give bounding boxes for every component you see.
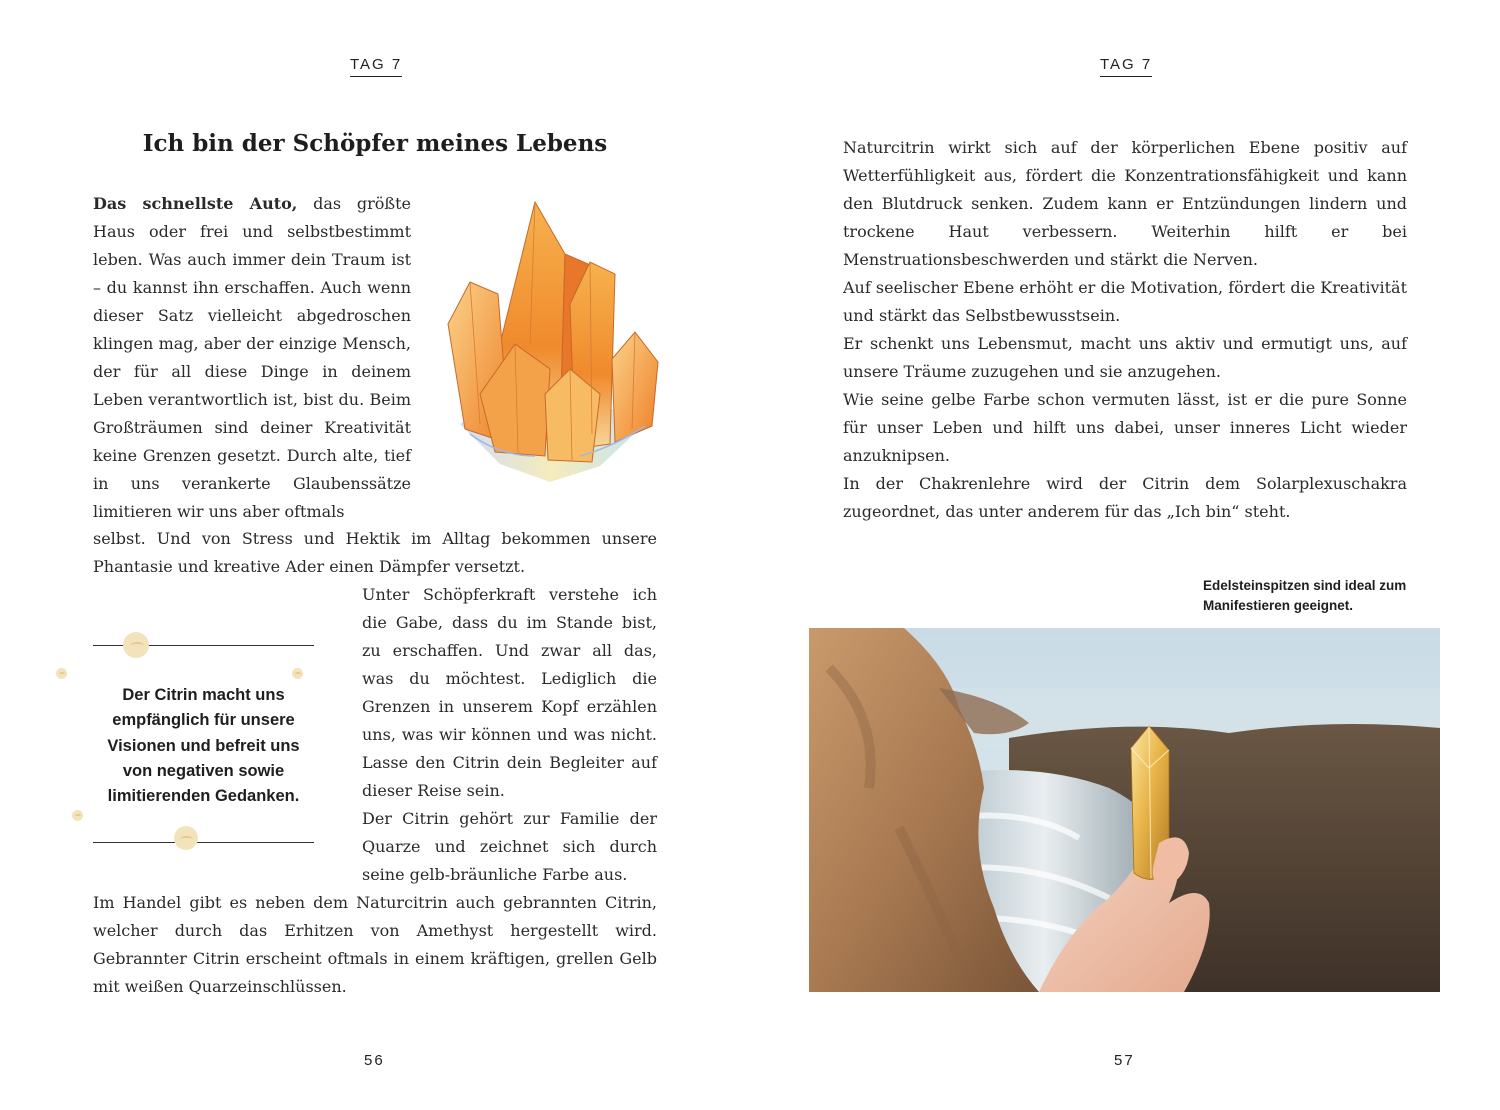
right-page bbox=[750, 0, 1500, 1110]
page-number: 57 bbox=[1114, 1052, 1135, 1069]
paragraph: Unter Schöpferkraft verstehe ich die Gabe, dass du im Stande bist, zu erschaffen. Und zwar all das, was du möchtest. Lediglich die Grenzen in unserem Kopf erzählen uns, was wir können und was nicht. Lasse den Citrin dein Begleiter auf dieser Reise sein. bbox=[362, 585, 657, 800]
paragraph: Der Citrin gehört zur Familie der Quarze und zeichnet sich durch seine gelb-bräunliche Farbe aus. bbox=[362, 809, 657, 884]
quote-bottom-rule bbox=[93, 842, 314, 843]
schoepferkraft-section bbox=[362, 581, 657, 889]
running-head: TAG 7 bbox=[350, 56, 402, 77]
intro-bold-lead: Das schnellste Auto, bbox=[93, 194, 298, 213]
intro-text: das größte Haus oder frei und selbstbestimmt leben. Was auch immer dein Traum ist – du kannst ihn erschaffen. Auch wenn dieser Satz vielleicht abgedroschen klingen mag, aber der einzige Mensch, der für all diese Dinge in deinem Leben verantwortlich ist, bist du. Beim Großträumen sind deiner Kreativität keine Grenzen gesetzt. Durch alte, tief in uns verankerte Glaubenssätze limitieren wir uns aber oftmals bbox=[93, 194, 411, 521]
running-head: TAG 7 bbox=[1100, 56, 1152, 77]
paragraph: Im Handel gibt es neben dem Naturcitrin auch gebrannten Citrin, welcher durch das Erhitzen von Amethyst hergestellt wird. Gebrannter Citrin erscheint oftmals in einem kräftigen, grellen Gelb mit weißen Quarzeinschlüssen. bbox=[93, 893, 657, 996]
photo-caption: Edelsteinspitzen sind ideal zum Manifestieren geeignet. bbox=[1203, 578, 1407, 613]
right-page-text bbox=[843, 134, 1407, 526]
citrine-point-photo bbox=[809, 628, 1440, 992]
intro-continued: selbst. Und von Stress und Hektik im Alltag bekommen unsere Phantasie und kreative Ader einen Dämpfer versetzt. bbox=[93, 529, 657, 576]
gold-bubble-icon bbox=[292, 668, 303, 679]
paragraph: In der Chakrenlehre wird der Citrin dem Solarplexuschakra zugeordnet, das unter anderem für das „Ich bin“ steht. bbox=[843, 474, 1407, 521]
citrine-crystal-illustration bbox=[440, 194, 662, 484]
quote-text: Der Citrin macht uns empfänglich für unsere Visionen und befreit uns von negativen sowie limitierenden Gedanken. bbox=[107, 686, 300, 806]
paragraph: Er schenkt uns Lebensmut, macht uns aktiv und ermutigt uns, auf unsere Träume zuzugehen und sie anzugehen. bbox=[843, 334, 1407, 381]
paragraph: Naturcitrin wirkt sich auf der körperlichen Ebene positiv auf Wetterfühligkeit aus, fördert die Konzentrationsfähigkeit und kann den Blutdruck senken. Zudem kann er Entzündungen lindern und trockene Haut verbessern. Weiterhin hilft er bei Menstruationsbeschwerden und stärkt die Nerven. bbox=[843, 138, 1407, 269]
paragraph: Wie seine gelbe Farbe schon vermuten lässt, ist er die pure Sonne für unser Leben und hilft uns dabei, unser inneres Licht wieder anzuknipsen. bbox=[843, 390, 1407, 465]
page-number: 56 bbox=[364, 1052, 385, 1069]
pull-quote bbox=[56, 630, 316, 860]
gold-bubble-icon bbox=[56, 668, 67, 679]
chapter-title: Ich bin der Schöpfer meines Lebens bbox=[142, 130, 608, 157]
intro-paragraph bbox=[93, 190, 411, 526]
gold-bubble-icon bbox=[123, 632, 149, 658]
gold-bubble-icon bbox=[72, 810, 83, 821]
paragraph: Auf seelischer Ebene erhöht er die Motivation, fördert die Kreativität und stärkt das Selbstbewusstsein. bbox=[843, 278, 1407, 325]
gold-bubble-icon bbox=[174, 826, 198, 850]
